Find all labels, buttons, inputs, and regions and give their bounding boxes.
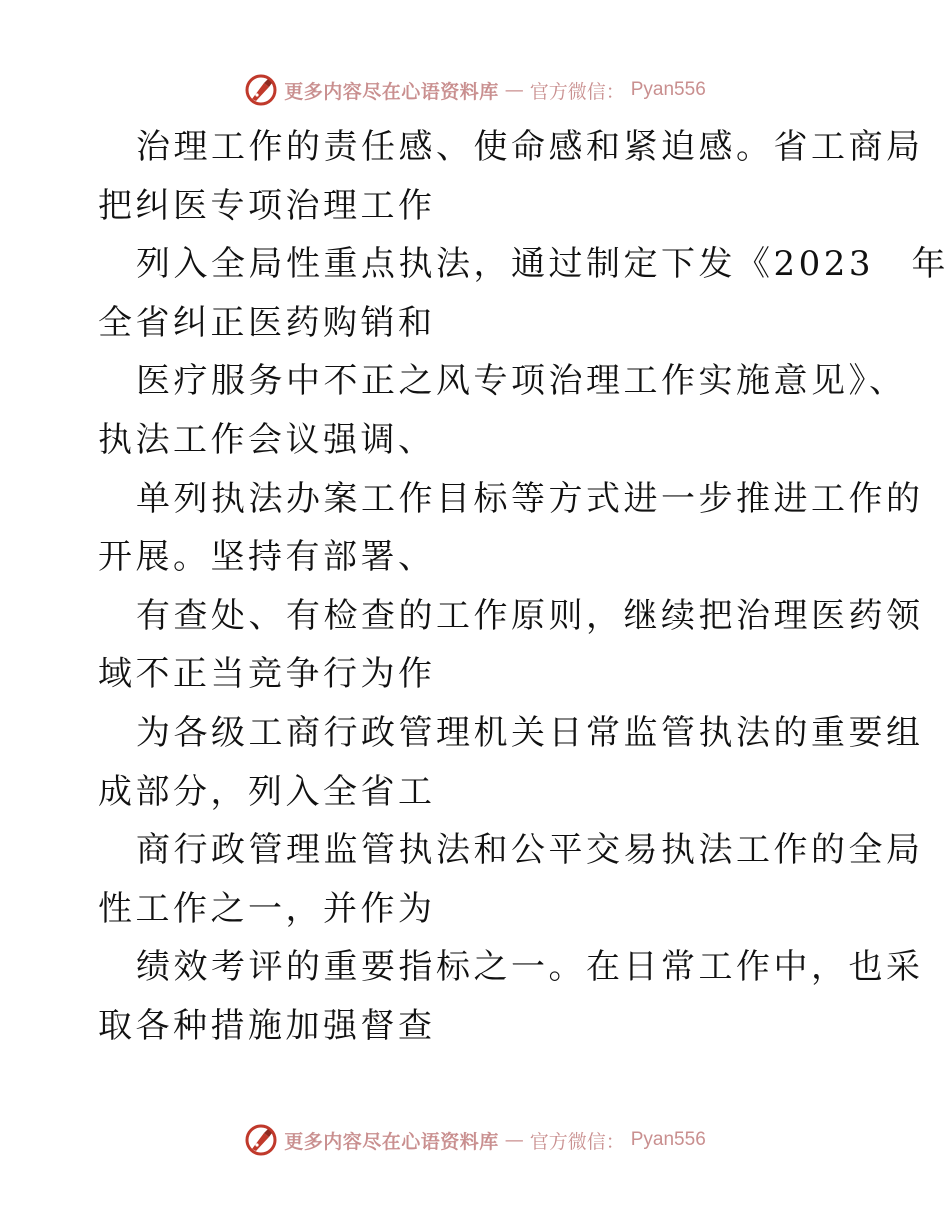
text-line: 单列执法办案工作目标等方式进一步推进工作的 [136, 478, 924, 519]
text-line: 医疗服务中不正之风专项治理工作实施意见》、 [136, 361, 907, 402]
header-separator: — [504, 79, 524, 101]
text-line: 有查处、有检查的工作原则，继续把治理医药领 [136, 595, 924, 636]
text-line: 为各级工商行政管理机关日常监管执法的重要组 [136, 712, 924, 753]
document-body [98, 118, 950, 1056]
pen-nib-circle-logo-icon [244, 1123, 278, 1157]
text-line: 成部分，列入全省工 [98, 771, 436, 812]
text-line: 治理工作的责任感、使命感和紧迫感。省工商局 [136, 127, 924, 167]
header-wechat-id: Pyan556 [630, 79, 706, 100]
text-line: 绩效考评的重要指标之一。在日常工作中，也采 [136, 947, 924, 988]
text-line: 域不正当竞争行为作 [98, 654, 436, 695]
footer-banner-content [244, 1123, 706, 1157]
text-line: 性工作之一，并作为 [98, 888, 436, 929]
footer-banner [0, 1120, 950, 1160]
footer-wechat-label: 官方微信： [529, 1130, 625, 1153]
footer-wechat-id: Pyan556 [630, 1129, 706, 1150]
header-wechat-label: 官方微信： [529, 80, 625, 103]
text-line: 开展。坚持有部署、 [98, 537, 436, 578]
text-line: 全省纠正医药购销和 [98, 302, 436, 343]
pen-nib-circle-logo-icon [244, 73, 278, 107]
footer-brand-text: 更多内容尽在心语资料库 [284, 1130, 499, 1153]
header-banner [0, 70, 950, 110]
header-brand-text: 更多内容尽在心语资料库 [284, 80, 499, 103]
footer-separator: — [504, 1129, 524, 1151]
text-line: 列入全局性重点执法，通过制定下发《2023 年 [136, 244, 950, 285]
text-line: 商行政管理监管执法和公平交易执法工作的全局 [136, 830, 924, 871]
header-banner-content [244, 73, 706, 107]
text-line: 执法工作会议强调、 [98, 419, 436, 460]
text-line: 取各种措施加强督查 [98, 1005, 436, 1046]
text-line: 把纠医专项治理工作 [98, 185, 436, 226]
